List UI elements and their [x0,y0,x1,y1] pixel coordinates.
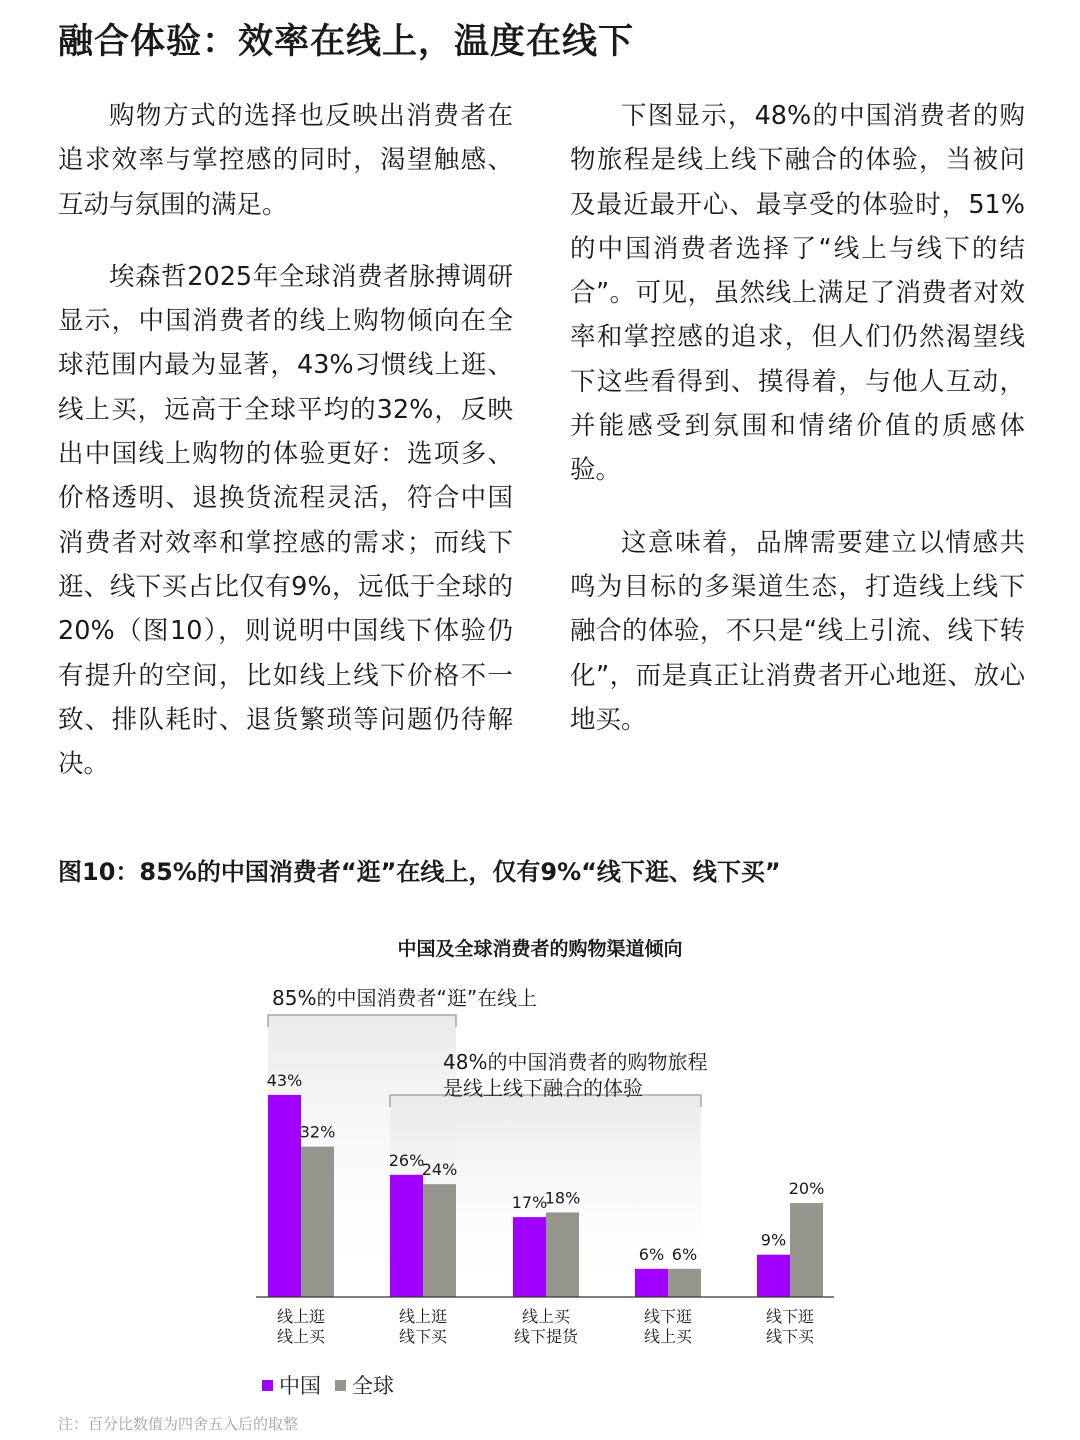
bar-global-1 [301,1147,334,1297]
right-paragraph-1: 下图显示，48%的中国消费者的购物旅程是线上线下融合的体验，当被问及最近最开心、最享受的体验时，51%的中国消费者选择了“线上与线下的结合”。可见，虽然线上满足了消费者对效率和掌控感的追求，但人们仍然渴望线下这些看得到、摸得着，与他人互动，并能感受到氛围和情绪价值的质感体验。 [570,101,1025,486]
bar-china-5 [757,1255,790,1297]
data-label-china-1: 43% [266,1070,303,1090]
category-label-2-1: 线上逛 [398,1307,448,1326]
bar-china-1 [268,1095,301,1297]
category-label-1-1: 线上逛 [276,1307,326,1326]
category-label-1-2: 线上买 [276,1327,326,1346]
legend-label-global: 全球 [352,1374,394,1398]
channel-bar-chart [0,920,1080,1360]
legend-swatch-china [262,1380,273,1391]
bar-global-2 [423,1184,456,1297]
annotation-text-2-1: 48%的中国消费者的购物旅程 [443,1050,708,1074]
annotation-text-2-2: 是线上线下融合的体验 [443,1076,643,1100]
data-label-global-1: 32% [299,1122,336,1142]
category-label-3-1: 线上买 [521,1307,571,1326]
right-paragraph-2: 这意味着，品牌需要建立以情感共鸣为目标的多渠道生态，打造线上线下融合的体验，不只是“线上引流、线下转化”，而是真正让消费者开心地逛、放心地买。 [570,527,1025,735]
legend-swatch-global [335,1380,346,1391]
chart-legend [262,1370,408,1400]
data-label-global-2: 24% [421,1160,458,1180]
bar-china-3 [513,1217,546,1297]
category-label-3-2: 线下提货 [513,1327,579,1346]
bar-global-3 [546,1212,579,1297]
data-label-china-3: 17% [511,1193,548,1213]
legend-item-global [335,1370,394,1400]
category-label-5-1: 线下逛 [765,1307,815,1326]
data-label-global-5: 20% [788,1179,825,1198]
bar-china-2 [390,1175,423,1297]
category-label-4-1: 线下逛 [643,1307,693,1326]
figure-title: 图10：85%的中国消费者“逛”在线上，仅有9%“线下逛、线下买” [58,858,781,886]
legend-label-china: 中国 [279,1374,321,1398]
chart-title: 中国及全球消费者的购物渠道倾向 [397,938,683,960]
bar-global-4 [668,1269,701,1297]
category-label-2-2: 线下买 [398,1327,448,1346]
left-paragraph-1: 购物方式的选择也反映出消费者在追求效率与掌控感的同时，渴望触感、互动与氛围的满足。 [58,101,513,220]
annotation-text-1-1: 85%的中国消费者“逛”在线上 [272,986,538,1010]
right-column [570,94,1025,770]
page-title: 融合体验：效率在线上，温度在线下 [58,22,635,62]
bar-global-5 [790,1203,823,1297]
category-label-4-2: 线上买 [643,1327,693,1346]
data-label-global-3: 18% [544,1188,581,1208]
data-label-china-2: 26% [388,1150,425,1170]
category-label-5-2: 线下买 [765,1327,815,1346]
data-label-china-4: 6% [638,1244,665,1264]
left-paragraph-2: 埃森哲2025年全球消费者脉搏调研显示，中国消费者的线上购物倾向在全球范围内最为显著，43%习惯线上逛、线上买，远高于全球平均的32%，反映出中国线上购物的体验更好：选项多、价格透明、退换货流程灵活，符合中国消费者对效率和掌控感的需求；而线下逛、线下买占比仅有9%，远低于全球的20%（图10），则说明中国线下体验仍有提升的空间，比如线上线下价格不一致、排队耗时、退货繁琐等问题仍待解决。 [58,261,513,780]
left-column [58,94,513,814]
legend-item-china [262,1370,321,1400]
footnote: 注：百分比数值为四舍五入后的取整 [58,1415,299,1433]
data-label-china-5: 9% [760,1230,787,1250]
bar-china-4 [635,1269,668,1297]
data-label-global-4: 6% [671,1244,698,1264]
